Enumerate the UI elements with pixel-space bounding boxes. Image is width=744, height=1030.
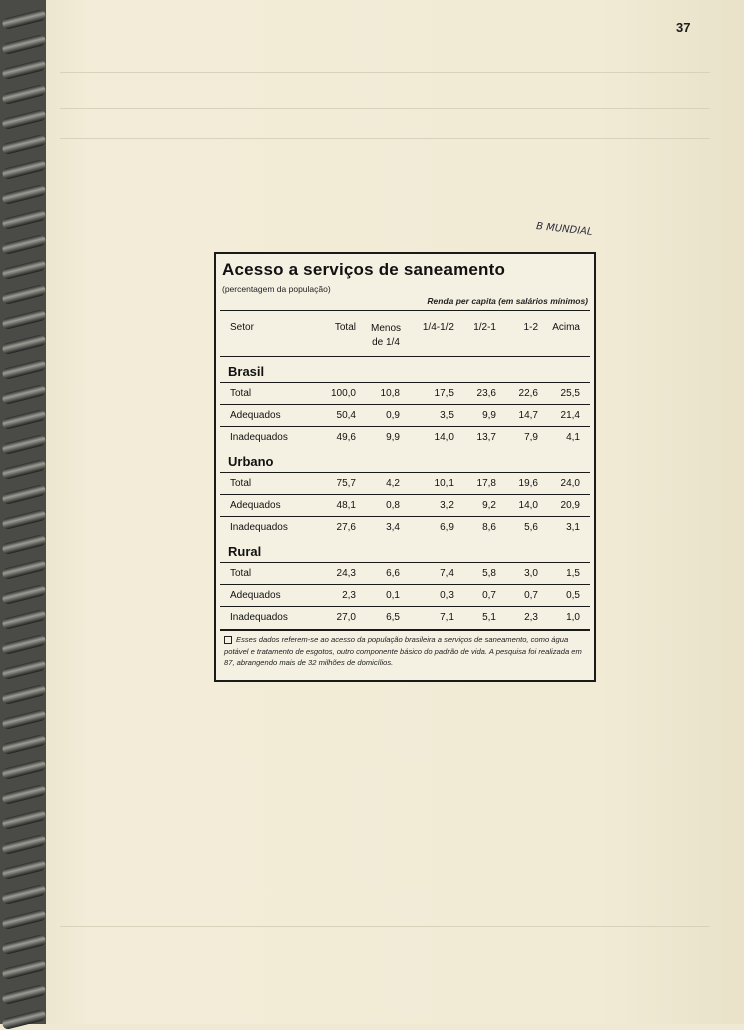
spiral-coil: [1, 734, 46, 755]
table-cell: 75,7: [336, 478, 356, 489]
ghost-rule: [60, 138, 710, 139]
row-rule: [220, 606, 590, 607]
spiral-coil: [1, 459, 46, 480]
col-header-menos: Menos de 1/4: [370, 323, 401, 348]
spiral-coil: [1, 709, 46, 730]
clipping-title: Acesso a serviços de saneamento: [222, 260, 506, 279]
spiral-coil: [1, 159, 46, 180]
footnote-text: Esses dados referem-se ao acesso da população brasileira a serviços de saneamento, como água potável e tratamento de esgotos, outro componente básico do padrão de vida. A pesquisa foi realizada em 87, abrangendo mais de 32 milhões de domicílios.: [224, 635, 582, 667]
spiral-coil: [1, 359, 46, 380]
spiral-coil: [1, 109, 46, 130]
table-cell: 9,9: [482, 410, 496, 421]
table-cell: 2,3: [342, 590, 356, 601]
spiral-coil: [1, 934, 46, 955]
spiral-coil: [1, 834, 46, 855]
table-cell: 27,0: [336, 612, 356, 623]
table-cell: 0,5: [566, 590, 580, 601]
table-cell: 9,9: [386, 432, 400, 443]
spiral-binding: [0, 0, 46, 1024]
clipping-subtitle: (percentagem da população): [222, 284, 331, 294]
table-cell: 19,6: [518, 478, 538, 489]
spiral-coil: [1, 284, 46, 305]
spiral-coil: [1, 784, 46, 805]
table-cell: 0,9: [386, 410, 400, 421]
footnote: [224, 634, 586, 669]
table-cell: 6,9: [440, 522, 454, 533]
spiral-coil: [1, 209, 46, 230]
spiral-coil: [1, 634, 46, 655]
handwritten-note: B MUNDIAL: [535, 221, 593, 238]
col-header-q3: 1-2: [523, 322, 538, 333]
table-cell: 7,1: [440, 612, 454, 623]
spiral-coil: [1, 609, 46, 630]
page-number: 37: [676, 20, 691, 35]
spiral-coil: [1, 9, 46, 30]
spiral-coil: [1, 384, 46, 405]
row-label: Inadequados: [230, 432, 288, 443]
table-cell: 17,5: [434, 388, 454, 399]
section-title: Urbano: [228, 454, 274, 469]
table-cell: 5,8: [482, 568, 496, 579]
spiral-coil: [1, 434, 46, 455]
table-cell: 50,4: [336, 410, 356, 421]
spiral-coil: [1, 559, 46, 580]
spiral-coil: [1, 134, 46, 155]
table-cell: 25,5: [560, 388, 580, 399]
table-cell: 23,6: [476, 388, 496, 399]
table-cell: 3,5: [440, 410, 454, 421]
spiral-coil: [1, 534, 46, 555]
table-cell: 14,0: [518, 500, 538, 511]
table-cell: 9,2: [482, 500, 496, 511]
spiral-coil: [1, 34, 46, 55]
table-cell: 22,6: [518, 388, 538, 399]
row-rule: [220, 404, 590, 405]
table-cell: 0,1: [386, 590, 400, 601]
table-cell: 4,1: [566, 432, 580, 443]
table-rule: [220, 629, 590, 631]
row-label: Inadequados: [230, 522, 288, 533]
spiral-coil: [1, 909, 46, 930]
col-header-setor: Setor: [230, 322, 254, 333]
row-label: Total: [230, 568, 252, 579]
table-rule: [220, 310, 590, 311]
row-label: Total: [230, 478, 252, 489]
row-rule: [220, 426, 590, 427]
col-header-acima: Acima: [552, 322, 580, 333]
spiral-coil: [1, 184, 46, 205]
table-cell: 6,6: [386, 568, 400, 579]
table-cell: 21,4: [560, 410, 580, 421]
row-rule: [220, 562, 590, 563]
table-cell: 6,5: [386, 612, 400, 623]
newspaper-clipping: [214, 252, 596, 682]
spiral-coil: [1, 59, 46, 80]
ghost-rule: [60, 926, 710, 927]
table-cell: 8,6: [482, 522, 496, 533]
row-rule: [220, 494, 590, 495]
table-cell: 3,2: [440, 500, 454, 511]
row-label: Total: [230, 388, 252, 399]
table-cell: 0,7: [482, 590, 496, 601]
spiral-coil: [1, 334, 46, 355]
table-cell: 49,6: [336, 432, 356, 443]
table-rule: [220, 356, 590, 357]
spiral-coil: [1, 984, 46, 1005]
table-cell: 24,3: [336, 568, 356, 579]
row-label: Adequados: [230, 410, 281, 421]
row-rule: [220, 584, 590, 585]
col-header-total: Total: [334, 322, 356, 333]
table-cell: 14,0: [434, 432, 454, 443]
spiral-coil: [1, 509, 46, 530]
table-cell: 10,1: [434, 478, 454, 489]
table-cell: 4,2: [386, 478, 400, 489]
row-rule: [220, 516, 590, 517]
table-cell: 0,7: [524, 590, 538, 601]
col-header-q2: 1/2-1: [473, 322, 496, 333]
spiral-coil: [1, 409, 46, 430]
spiral-coil: [1, 884, 46, 905]
table-cell: 5,1: [482, 612, 496, 623]
spiral-coil: [1, 259, 46, 280]
spiral-coil: [1, 484, 46, 505]
table-cell: 13,7: [476, 432, 496, 443]
spiral-coil: [1, 684, 46, 705]
row-rule: [220, 472, 590, 473]
section-title: Brasil: [228, 364, 265, 379]
spiral-coil: [1, 1009, 46, 1030]
table-cell: 10,8: [380, 388, 400, 399]
ghost-rule: [60, 108, 710, 109]
income-header: Renda per capita (em salários mínimos): [427, 296, 588, 306]
table-cell: 3,1: [566, 522, 580, 533]
table-cell: 2,3: [524, 612, 538, 623]
table-cell: 0,3: [440, 590, 454, 601]
table-cell: 17,8: [476, 478, 496, 489]
col-header-q1: 1/4-1/2: [422, 322, 454, 333]
spiral-coil: [1, 584, 46, 605]
spiral-coil: [1, 809, 46, 830]
spiral-coil: [1, 234, 46, 255]
spiral-coil: [1, 309, 46, 330]
table-cell: 48,1: [336, 500, 356, 511]
table-cell: 1,0: [566, 612, 580, 623]
table-cell: 7,4: [440, 568, 454, 579]
table-cell: 27,6: [336, 522, 356, 533]
table-cell: 20,9: [560, 500, 580, 511]
table-cell: 1,5: [566, 568, 580, 579]
row-label: Adequados: [230, 590, 281, 601]
table-cell: 5,6: [524, 522, 538, 533]
spiral-coil: [1, 759, 46, 780]
table-cell: 3,0: [524, 568, 538, 579]
table-cell: 14,7: [518, 410, 538, 421]
section-title: Rural: [228, 544, 262, 559]
row-label: Inadequados: [230, 612, 288, 623]
spiral-coil: [1, 659, 46, 680]
square-bullet-icon: [224, 636, 232, 644]
spiral-coil: [1, 84, 46, 105]
table-cell: 3,4: [386, 522, 400, 533]
table-cell: 24,0: [560, 478, 580, 489]
spiral-coil: [1, 859, 46, 880]
row-rule: [220, 382, 590, 383]
table-cell: 100,0: [330, 388, 356, 399]
row-label: Adequados: [230, 500, 281, 511]
table-cell: 7,9: [524, 432, 538, 443]
ghost-rule: [60, 72, 710, 73]
table-cell: 0,8: [386, 500, 400, 511]
spiral-coil: [1, 959, 46, 980]
